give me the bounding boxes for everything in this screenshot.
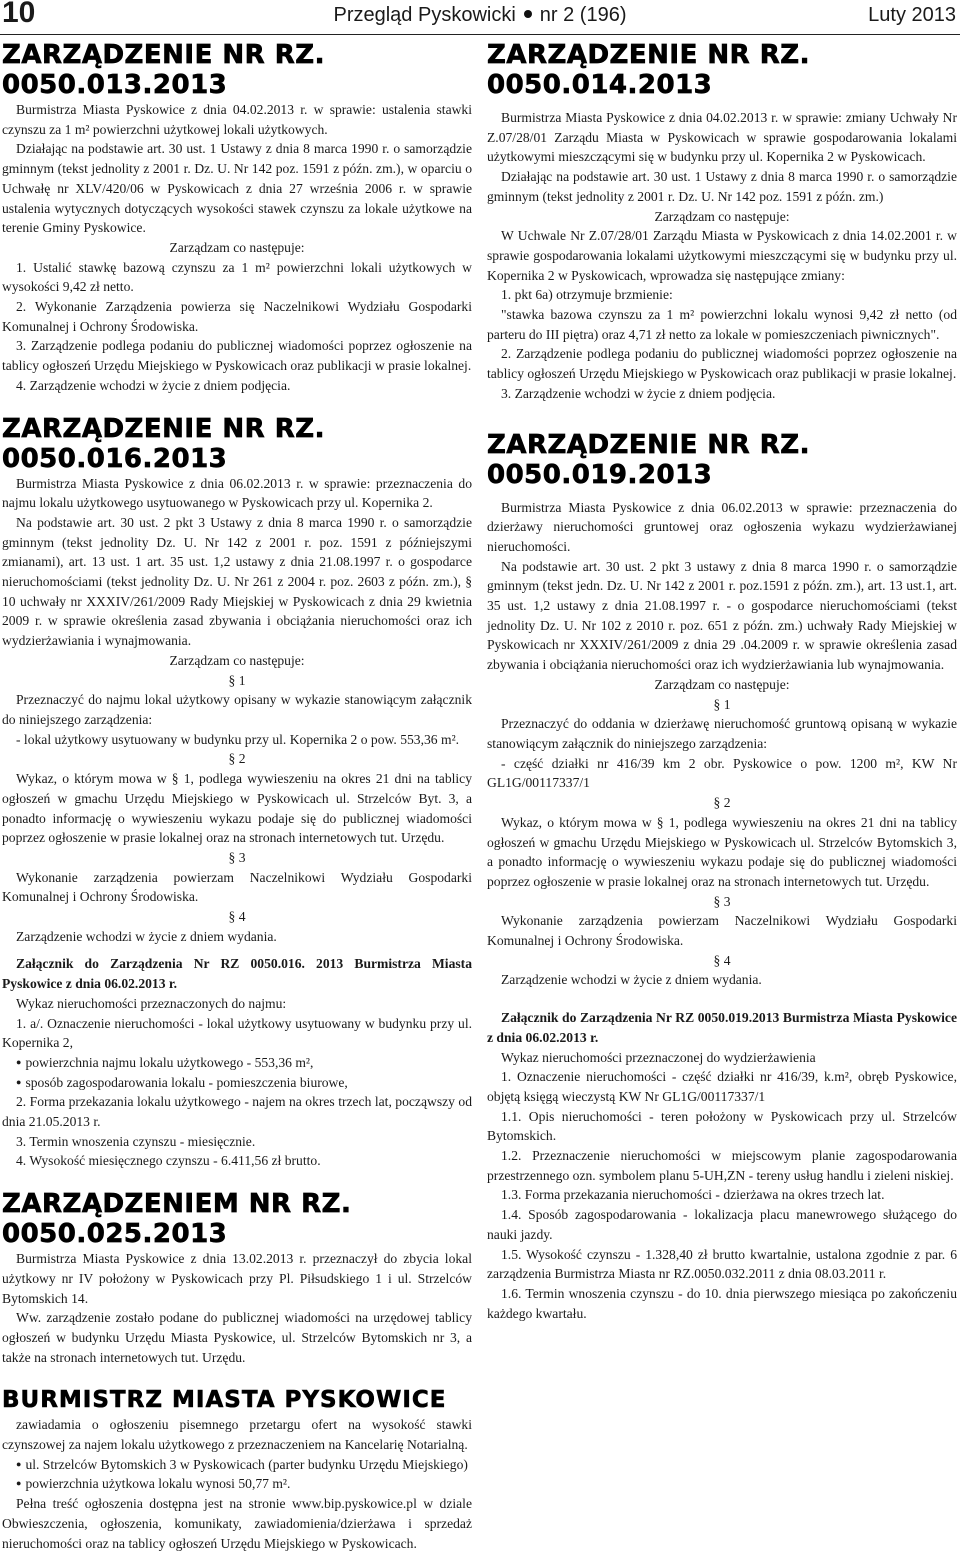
- paragraph: Wykaz nieruchomości przeznaczonych do najmu:: [16, 995, 287, 1011]
- paragraph: 1. Oznaczenie nieruchomości - część działki nr 416/39, k.m², obręb Pyskowice, objętą księgą wieczystą KW Nr GL1G/00117337/1: [487, 1069, 957, 1104]
- paragraph: 2. Forma przekazania lokalu użytkowego - najem na okres trzech lat, począwszy od dnia 21.05.2013 r.: [2, 1094, 472, 1130]
- paragraph: Działając na podstawie art. 30 ust. 1 Ustawy z dnia 8 marca 1990 r. o samorządzie gminnym (tekst jednolity z 2001 r. Dz. U. Nr 142 poz. 1591 z późn. zm.), w oparciu o Uchwałę nr XLV/420/06 w Pyskowicach z dnia 27 września 2006 r. w sprawie ustalenia wytycznych dotyczących wysokości stawek czynszu za lokale użytkowe na terenie Gminy Pyskowice.: [2, 141, 472, 236]
- paragraph: Burmistrza Miasta Pyskowice z dnia 06.02.2013 r. w sprawie: przeznaczenia do najmu lokalu użytkowego usytuowanego w Pyskowicach przy ul. Kopernika 2.: [2, 475, 472, 511]
- paragraph: 1.5. Wysokość czynszu - 1.328,40 zł brutto kwartalnie, ustalona zgodnie z par. 6 zarządzenia Burmistrza Miasta nr RZ.0050.032.2011 z dnia 08.03.2011 r.: [487, 1246, 957, 1282]
- paragraph: 3. Zarządzenie wchodzi w życie z dniem podjęcia.: [501, 385, 776, 401]
- paragraph: Na podstawie art. 30 ust. 2 pkt 3 ustawy z dnia 8 marca 1990 r. o samorządzie gminnym (tekst jedn. Dz. U. Nr 142 z 2001 r. poz.1591 z późn. zm.), art. 13 ust.1, art. 35 ust. 1,2 ustawy z dnia 21.08.1997 r. - o gospodarce nieruchomościami (tekst jednolity Dz. U. Nr 102 z 2010 r. poz. 651 z późn. zm.) uchwały Rady Miejskiej w Pyskowicach nr XXXIV/261/2009 z dnia 29 .04.2009 r. w sprawie określenia zasad zbywania i obciążania nieruchomości oraz ich wydzierżawiania lub wynajmowania.: [487, 558, 957, 673]
- paragraph: - lokal użytkowy usytuowany w budynku przy ul. Kopernika 2 o pow. 553,36 m².: [16, 731, 460, 747]
- paragraph: Wykaz, o którym mowa w § 1, podlega wywieszeniu na okres 21 dni na tablicy ogłoszeń w gmachu Urzędu Miejskiego w Pyskowicach ul. Strzelców Byt. 3, a ponadto informację o wywieszeniu wykazu podaje się do publicznej wiadomości poprzez ogłoszenie w prasie lokalnej oraz na stronach internetowych tut. Urzędu.: [2, 771, 472, 846]
- paragraph: 3. Zarządzenie podlega podaniu do publicznej wiadomości poprzez ogłoszenie na tablicy ogłoszeń Urzędu Miejskiego w Pyskowicach oraz publikacji w prasie lokalnej.: [2, 338, 472, 374]
- paragraph-center: Zarządzam co następuje:: [169, 239, 305, 255]
- paragraph: Burmistrza Miasta Pyskowice z dnia 04.02.2013 r. w sprawie: zmiany Uchwały Nr Z.07/28/01 Zarządu Miasta w Pyskowicach w sprawie gospodarowania lokalami użytkowymi mieszczącymi się w budynku przy ul. Kopernika 2 w Pyskowicach.: [487, 110, 957, 165]
- attachment-title: Załącznik do Zarządzenia Nr RZ 0050.019.2013 Burmistrza Miasta Pyskowice z dnia 06.02.2013 r.: [487, 1010, 957, 1045]
- paragraph: 1. Ustalić stawkę bazową czynszu za 1 m² powierzchni lokali użytkowych w wysokości 9,42 zł netto.: [2, 259, 472, 295]
- paragraph: W Uchwale Nr Z.07/28/01 Zarządu Miasta w Pyskowicach z dnia 14.02.2001 r. w sprawie gospodarowania lokalami użytkowymi mieszczącymi się w budynku przy ul. Kopernika 2 w Pyskowicach, wprowadza się następujące zmiany:: [487, 228, 957, 283]
- paragraph: Wykaz nieruchomości przeznaczonej do wydzierżawienia: [501, 1049, 816, 1065]
- paragraph-center: Zarządzam co następuje:: [654, 208, 790, 224]
- paragraph: zawiadamia o ogłoszeniu pisemnego przetargu ofert na wysokość stawki czynszowej za najem lokalu użytkowego z przeznaczeniem na Kancelarię Notarialną.: [2, 1417, 472, 1453]
- bullet-item: ● powierzchnia użytkowa lokalu wynosi 50,77 m².: [2, 1474, 472, 1494]
- paragraph-center: Zarządzam co następuje:: [169, 652, 305, 668]
- paragraph: Zarządzenie wchodzi w życie z dniem wydania.: [16, 928, 277, 944]
- paragraph-number: § 4: [228, 909, 246, 925]
- bullet-icon: [524, 10, 532, 18]
- paragraph: 2. Wykonanie Zarządzenia powierza się Naczelnikowi Wydziału Gospodarki Komunalnej i Ochrony Środowiska.: [2, 299, 472, 334]
- paragraph: Burmistrza Miasta Pyskowice z dnia 04.02.2013 r. w sprawie: ustalenia stawki czynszu za 1 m² powierzchni użytkowej lokali użytkowych.: [2, 102, 472, 137]
- paragraph: Przeznaczyć do najmu lokal użytkowy opisany w wykazie stanowiącym załącznik do niniejszego zarządzenia:: [2, 692, 472, 727]
- publication-line: [0, 4, 960, 27]
- paragraph-number: § 3: [228, 849, 246, 865]
- paragraph: 1.6. Termin wnoszenia czynszu - do 10. dnia pierwszego miesiąca po zakończeniu każdego kwartału.: [487, 1285, 957, 1321]
- paragraph: Na podstawie art. 30 ust. 2 pkt 3 Ustawy z dnia 8 marca 1990 r. o samorządzie gminnym (tekst jednolity Dz. U. Nr 142 z 2001 r. poz. 1591 z późniejszymi zmianami), art. 13 ust. 1 art. 35 ust. 1,2 ustawy z dnia 21.08.1997 r. o gospodarce nieruchomościami (tekst jednolity Dz. U. Nr 261 z 2004 r. poz. 2603 z późn. zm.), § 10 uchwały nr XXXIV/261/2009 Rady Miejskiej w Pyskowicach z dnia 29 kwietnia 2009 r. w sprawie określenia zasad zbywania i obciążania nieruchomości oraz ich wydzierżawiania i wynajmowania.: [2, 514, 472, 649]
- paragraph: 1. pkt 6a) otrzymuje brzmienie:: [501, 287, 673, 303]
- section-title: ZARZĄDZENIE NR RZ. 0050.016.2013: [2, 413, 325, 474]
- paragraph-number: § 2: [228, 751, 246, 767]
- paragraph: Pełna treść ogłoszenia dostępna jest na stronie www.bip.pyskowice.pl w dziale Obwieszczenia, ogłoszenia, komunikaty, zawiadomienia/dzierżawa i sprzedaż nieruchomości oraz na tablicy ogłoszeń Urzędu Miejskiego w Pyskowicach.: [2, 1496, 472, 1551]
- paragraph: - część działki nr 416/39 km 2 obr. Pyskowice o pow. 1200 m², KW Nr GL1G/00117337/1: [487, 755, 957, 791]
- page-number: 10: [2, 0, 36, 29]
- right-column: [487, 40, 957, 1323]
- paragraph: Burmistrza Miasta Pyskowice z dnia 13.02.2013 r. przeznaczył do zbycia lokal użytkowy nr IV położony w Pyskowicach przy Pl. Piłsudskiego 1 i ul. Strzelców Bytomskich 14.: [2, 1251, 472, 1306]
- section-title: BURMISTRZ MIASTA PYSKOWICE: [2, 1387, 447, 1414]
- paragraph-number: § 4: [713, 952, 731, 968]
- section-title: ZARZĄDZENIEM NR RZ. 0050.025.2013: [2, 1189, 352, 1250]
- paragraph: Wykonanie zarządzenia powierzam Naczelnikowi Wydziału Gospodarki Komunalnej i Ochrony Środowiska.: [487, 913, 957, 949]
- left-column: [2, 40, 472, 1553]
- paragraph: 4. Zarządzenie wchodzi w życie z dniem podjęcia.: [16, 377, 291, 393]
- bullet-item: ● sposób zagospodarowania lokalu - pomieszczenia biurowe,: [2, 1073, 472, 1093]
- section-title: ZARZĄDZENIE NR RZ. 0050.013.2013: [2, 40, 325, 100]
- paragraph-number: § 1: [228, 672, 246, 688]
- publication-title: Przegląd Pyskowicki: [333, 4, 516, 26]
- page-header: [0, 0, 960, 35]
- paragraph: 1.1. Opis nieruchomości - teren położony w Pyskowicach przy ul. Strzelców Bytomskich.: [487, 1108, 957, 1144]
- section-title: ZARZĄDZENIE NR RZ. 0050.014.2013: [487, 40, 810, 100]
- paragraph: Wykonanie zarządzenia powierzam Naczelnikowi Wydziału Gospodarki Komunalnej i Ochrony Środowiska.: [2, 869, 472, 905]
- bullet-item: ● powierzchnia najmu lokalu użytkowego - 553,36 m²,: [2, 1053, 472, 1073]
- paragraph: 1. a/. Oznaczenie nieruchomości - lokal użytkowy usytuowany w budynku przy ul. Kopernika 2,: [2, 1015, 472, 1051]
- attachment-title: Załącznik do Zarządzenia Nr RZ 0050.016. 2013 Burmistrza Miasta Pyskowice z dnia 06.02.2013 r.: [2, 956, 472, 992]
- paragraph-number: § 2: [713, 795, 731, 811]
- paragraph-number: § 1: [713, 696, 731, 712]
- paragraph: 4. Wysokość miesięcznego czynszu - 6.411,56 zł brutto.: [16, 1153, 321, 1169]
- paragraph: Wykaz, o którym mowa w § 1, podlega wywieszeniu na okres 21 dni na tablicy ogłoszeń w gmachu Urzędu Miejskiego w Pyskowicach ul. Strzelców Bytomskich 3, a ponadto informację o wywieszeniu wykazu podaje się do publicznej wiadomości poprzez ogłoszenie w prasie lokalnej oraz na stronach internetowych tut. Urzędu.: [487, 814, 957, 889]
- paragraph: 1.2. Przeznaczenie nieruchomości w miejscowym planie zagospodarowania przestrzennego ozn. symbolem planu 5-UH,ZN - tereny usług handlu i zieleni niskiej.: [487, 1148, 957, 1183]
- issue-number: nr 2 (196): [539, 4, 627, 26]
- paragraph: "stawka bazowa czynszu za 1 m² powierzchni lokalu wynosi 9,42 zł netto (od parteru do III piętra) oraz 4,71 zł netto za lokale w pomieszczeniach piwnicznych".: [487, 307, 957, 342]
- issue-date: Luty 2013: [868, 4, 956, 26]
- section-title: ZARZĄDZENIE NR RZ. 0050.019.2013: [487, 429, 810, 490]
- bullet-item: ● ul. Strzelców Bytomskich 3 w Pyskowicach (parter budynku Urzędu Miejskiego): [2, 1455, 472, 1475]
- paragraph: Zarządzenie wchodzi w życie z dniem wydania.: [501, 972, 762, 988]
- paragraph: Działając na podstawie art. 30 ust. 1 Ustawy z dnia 8 marca 1990 r. o samorządzie gminnym (tekst jednolity z 2001 r. Dz. U. Nr 142 poz. 1591 z późn. zm.): [487, 169, 957, 204]
- paragraph: 2. Zarządzenie podlega podaniu do publicznej wiadomości poprzez ogłoszenie na tablicy ogłoszeń Urzędu Miejskiego w Pyskowicach oraz publikacji w prasie lokalnej.: [487, 346, 957, 382]
- paragraph: Ww. zarządzenie zostało podane do publicznej wiadomości na urzędowej tablicy ogłoszeń w budynku Urzędu Miasta Pyskowice, ul. Strzelców Bytomskich nr 3, a także na stronach internetowych tut. Urzędu.: [2, 1310, 472, 1365]
- paragraph: 1.3. Forma przekazania nieruchomości - dzierżawa na okres trzech lat.: [501, 1187, 885, 1203]
- paragraph: 1.4. Sposób zagospodarowania - lokalizacja placu manewrowego służącego do nauki jazdy.: [487, 1207, 957, 1242]
- paragraph-center: Zarządzam co następuje:: [654, 676, 790, 692]
- paragraph-number: § 3: [713, 893, 731, 909]
- paragraph: Przeznaczyć do oddania w dzierżawę nieruchomość gruntową opisaną w wykazie stanowiącym załącznik do niniejszego zarządzenia:: [487, 716, 957, 751]
- paragraph: 3. Termin wnoszenia czynszu - miesięcznie.: [16, 1133, 256, 1149]
- paragraph: Burmistrza Miasta Pyskowice z dnia 06.02.2013 w sprawie: przeznaczenia do dzierżawy nieruchomości gruntowej oraz ogłoszenia wykazu wydzierżawianej nieruchomości.: [487, 499, 957, 554]
